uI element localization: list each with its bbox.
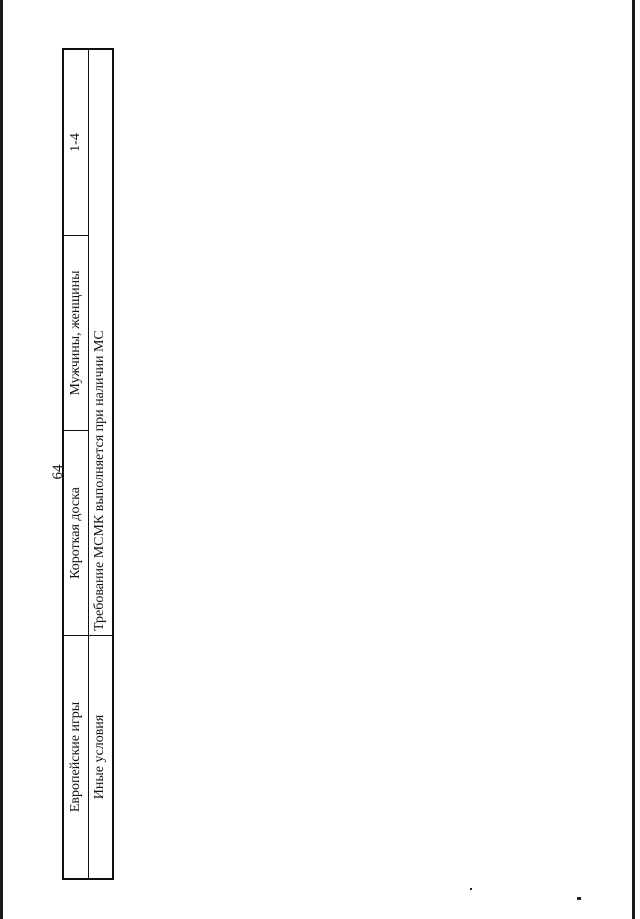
page-edge-left bbox=[0, 0, 3, 919]
table-cell-other-conditions-label: Иные условия bbox=[92, 714, 107, 800]
table-cell-competition: Европейские игры bbox=[68, 701, 83, 813]
table-cell-places: 1-4 bbox=[64, 50, 88, 236]
table-row-other-conditions bbox=[88, 50, 112, 878]
table-cell-requirement-text: Требование МСМК выполняется при наличии МС bbox=[88, 50, 112, 636]
scan-speck bbox=[577, 897, 581, 900]
scan-speck bbox=[470, 888, 472, 890]
table-cell-gender: Мужчины, женщины bbox=[64, 236, 88, 431]
page-edge-right bbox=[632, 0, 635, 919]
table-row-european-games bbox=[64, 50, 89, 878]
rotated-table bbox=[62, 48, 114, 880]
table-wrapper bbox=[62, 48, 114, 880]
page-number: 64 bbox=[49, 464, 66, 480]
table-cell-discipline: Короткая доска bbox=[64, 431, 88, 636]
